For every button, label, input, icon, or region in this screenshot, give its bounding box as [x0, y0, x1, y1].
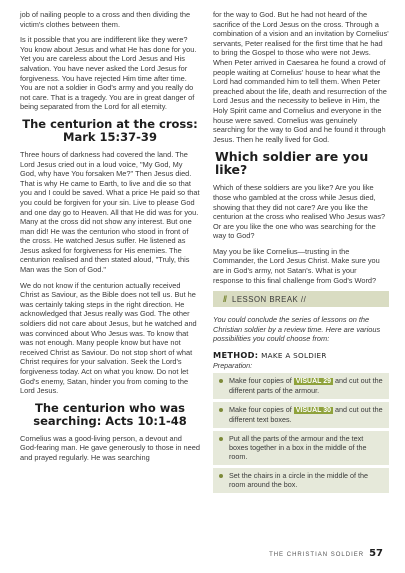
section-heading-which-soldier: Which soldier are you like?	[215, 149, 369, 178]
page-number: 57	[369, 548, 383, 559]
body-paragraph: Which of these soldiers are you like? Are you like those who gambled at the cross while Jesus died, showing that they did not care? Are you like the centurion at the cross who realised Who Jesus was? Or are you like the one who was searching for the way to God?	[213, 183, 386, 241]
visual-badge: VISUAL 29	[295, 378, 332, 386]
body-paragraph: job of nailing people to a cross and then dividing the victim's clothes between them.	[20, 10, 191, 29]
task-text: Make four copies of	[229, 376, 294, 386]
preparation-label: Preparation:	[213, 361, 253, 371]
body-paragraph: Cornelius was a good-living person, a devout and God-fearing man. He gave generously to those in need and prayed regularly. He was searching	[20, 433, 200, 462]
list-item	[213, 373, 389, 399]
body-paragraph: Three hours of darkness had covered the land. The Lord Jesus cried out in a loud voice, "My God, My God, why have You forsaken Me?" Then Jesus died. That is why He came to Earth, to live and die so that you and I could be saved. What a price He paid so that you could be forgiven for your sin. Live to please God and one day go to Heaven. All that He did was for you. Many at the cross did not show any interest. But one man did! He was the centurion who stood in front of the cross. He watched Jesus suffer. He listened as Jesus asked for forgiveness for His enemies. The centurion realised and then stated aloud, "Truly, this Man was the Son of God."	[20, 149, 200, 275]
method-title: MAKE A SOLDIER	[261, 351, 327, 361]
list-item: Set the chairs in a circle in the middle of the room around the box.	[213, 468, 389, 493]
lesson-break-label: LESSON BREAK //	[232, 294, 307, 304]
task-text: and cut out the different parts of the armour.	[229, 376, 383, 396]
task-text: Make four copies of	[229, 404, 294, 414]
task-text: and cut out the different text boxes.	[229, 404, 383, 425]
section-heading-centurion-searching: The centurion who was searching: Acts 10:1-48	[33, 400, 187, 428]
body-paragraph: for the way to God. But he had not heard of the sacrifice of the Lord Jesus on the cross. Through a combination of a vision and an invitation by Cornelius' servants, Peter realised for the first time that he had to bring the Gospel to those who were not Jews. When Peter arrived in Caesarea he found a crowd of people waiting at Cornelius' house to hear what the Lord had commanded him to tell them. When Peter preached about the life, death and resurrection of the Lord Jesus and the necessity to believe in Him, the Holy Spirit came and Cornelius and everyone in the house were saved. Cornelius was genuinely searching for the way to God and he found it through Jesus. Then he really lived for God.	[213, 10, 389, 144]
body-paragraph: May you be like Cornelius—trusting in the Commander, the Lord Jesus Christ. Make sure you are in God's army, not Satan's. What is your response to this final challenge from God's Word?	[213, 246, 380, 285]
method-label: METHOD:	[213, 350, 259, 361]
visual-badge: VISUAL 30	[295, 406, 332, 414]
slashes-icon: //	[223, 294, 227, 305]
page-footer	[269, 548, 383, 559]
lesson-break-banner	[213, 291, 389, 307]
list-item: Put all the parts of the armour and the text boxes together in a box in the middle of the room.	[213, 431, 389, 465]
footer-title: THE CHRISTIAN SOLDIER	[269, 552, 365, 558]
left-column	[20, 10, 200, 469]
list-item	[213, 402, 389, 428]
method-heading	[213, 350, 389, 360]
body-paragraph: We do not know if the centurion actually received Christ as Saviour, as the Bible does not tell us. But he was certainly taking steps in the right direction. He acknowledged that Jesus really was God. The other soldiers did not care about Jesus, but he watched and was convinced about Who Jesus was. To know that was not enough. Many people know but have not received Christ as Saviour. Do not stop short of what Christ requires for your salvation. Seek the Lord's forgiveness today. Act on what you know. Do not let God's enemy, Satan, hinder you from coming to the Lord Jesus.	[20, 280, 197, 396]
right-column	[213, 10, 389, 496]
lesson-intro: You could conclude the series of lessons on the Christian soldier by a review time. Here are various possibilities you could choose from:	[213, 315, 381, 344]
task-list	[213, 373, 389, 493]
section-heading-centurion-cross: The centurion at the cross: Mark 15:37-39	[22, 116, 198, 144]
body-paragraph: Is it possible that you are indifferent like they were? You know about Jesus and what He has done for you. Yet you are careless about the Lord Jesus and His salvation. You have never asked the Lord Jesus for forgiveness. You have rejected Him time after time. You are not a soldier in God's army and you really do not care. That is a tragedy. You are in great danger of being separated from the Lord for all eternity.	[20, 35, 197, 112]
